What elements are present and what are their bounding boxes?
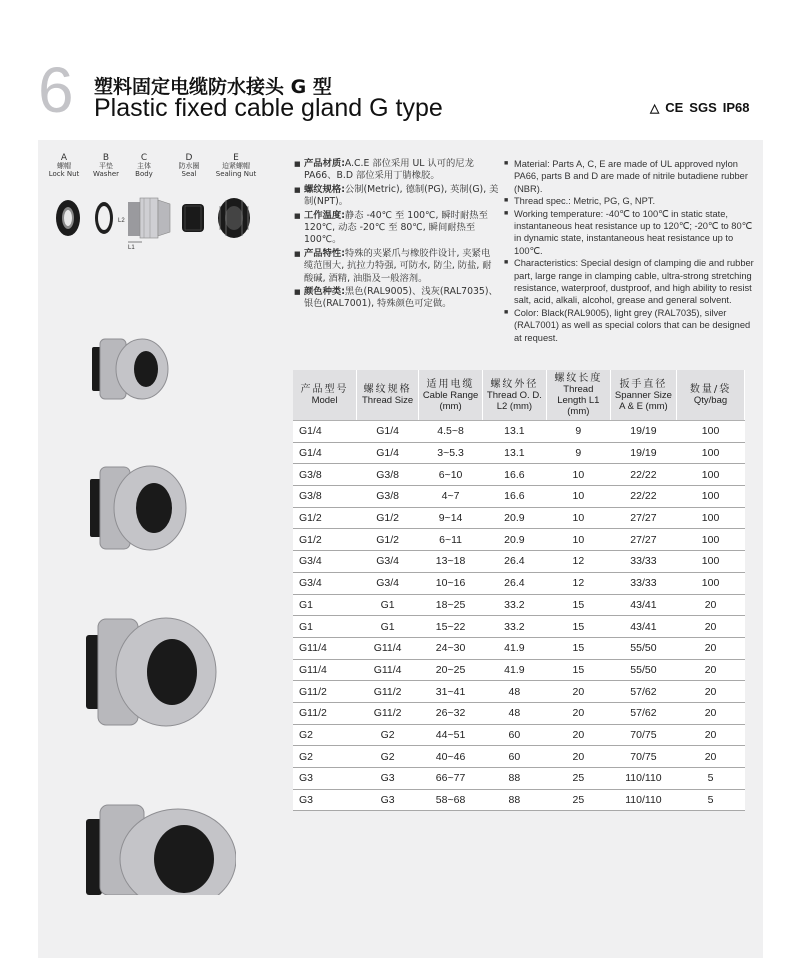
- table-cell: 43/41: [610, 594, 676, 616]
- spec-cn-material: ■ 产品材质:A.C.E 部位采用 UL 认可的尼龙 PA66、B.D 部位采用丁腈橡胶。: [294, 158, 499, 183]
- table-cell: 60: [482, 746, 546, 768]
- seal-icon: [182, 204, 204, 232]
- table-row: [293, 681, 745, 703]
- spec-cn-thread: ■ 螺纹规格:公制(Metric), 德制(PG), 英制(G), 美制(NPT)。: [294, 184, 499, 209]
- table-cell: G3/8: [357, 486, 419, 508]
- table-cell: G1: [357, 594, 419, 616]
- table-cell: 19/19: [610, 421, 676, 443]
- table-row: [293, 616, 745, 638]
- table-cell: 15: [546, 637, 610, 659]
- table-cell: G11/4: [357, 637, 419, 659]
- spec-en-material: ■ Material: Parts A, C, E are made of UL approved nylon PA66, parts B and D are made of nitrile butadiene rubber (NBR).: [504, 158, 754, 195]
- table-cell: G1/4: [357, 442, 419, 464]
- l2-label: L2: [118, 218, 125, 224]
- table-cell: 20: [677, 659, 745, 681]
- spec-en-temperature: ■ Working temperature: -40℃ to 100℃ in static state, instantaneous heat resistance up to 120℃; -20℃ to 80℃ in dynamic state, instantaneous heat resistance up to 100℃.: [504, 208, 754, 258]
- table-cell: 100: [677, 551, 745, 573]
- table-cell: G11/4: [293, 637, 357, 659]
- table-cell: G11/4: [293, 659, 357, 681]
- table-cell: 66~77: [419, 768, 483, 790]
- table-cell: 20: [677, 724, 745, 746]
- table-cell: 100: [677, 421, 745, 443]
- certification-marks: [650, 100, 750, 115]
- table-cell: 57/62: [610, 681, 676, 703]
- table-cell: 44~51: [419, 724, 483, 746]
- table-cell: 110/110: [610, 789, 676, 811]
- table-row: [293, 702, 745, 724]
- table-cell: 20: [677, 681, 745, 703]
- table-cell: 88: [482, 789, 546, 811]
- table-cell: G1: [293, 616, 357, 638]
- table-cell: 12: [546, 551, 610, 573]
- product-images: [86, 335, 236, 895]
- cert-ce: CE: [665, 100, 684, 115]
- table-cell: 100: [677, 529, 745, 551]
- table-cell: 48: [482, 702, 546, 724]
- table-cell: 15: [546, 594, 610, 616]
- table-cell: 13.1: [482, 421, 546, 443]
- col-qty-bag: 数量/袋 Qty/bag: [677, 370, 745, 421]
- table-header-row: [293, 370, 745, 421]
- table-row: [293, 486, 745, 508]
- table-row: [293, 768, 745, 790]
- table-cell: 100: [677, 486, 745, 508]
- table-cell: 100: [677, 572, 745, 594]
- table-cell: 25: [546, 768, 610, 790]
- table-cell: G2: [357, 724, 419, 746]
- table-cell: G3/8: [357, 464, 419, 486]
- table-cell: G2: [293, 746, 357, 768]
- gland-small-image: [92, 339, 168, 399]
- spec-en-thread: ■ Thread spec.: Metric, PG, G, NPT.: [504, 195, 754, 207]
- table-cell: G3/4: [357, 572, 419, 594]
- table-cell: 20.9: [482, 507, 546, 529]
- table-row: [293, 551, 745, 573]
- table-row: [293, 507, 745, 529]
- cert-sgs: SGS: [689, 100, 717, 115]
- table-cell: 41.9: [482, 637, 546, 659]
- table-cell: G1/4: [293, 421, 357, 443]
- sealing-nut-icon: [218, 198, 250, 238]
- table-cell: G11/2: [293, 702, 357, 724]
- table-cell: G11/2: [357, 702, 419, 724]
- table-cell: 4~7: [419, 486, 483, 508]
- table-cell: 70/75: [610, 746, 676, 768]
- table-cell: 22/22: [610, 464, 676, 486]
- table-row: [293, 464, 745, 486]
- table-cell: 20: [677, 702, 745, 724]
- table-row: [293, 746, 745, 768]
- table-cell: 60: [482, 724, 546, 746]
- spec-cn-color: ■ 颜色种类:黑色(RAL9005)、浅灰(RAL7035)、银色(RAL7001), 特殊颜色可定做。: [294, 286, 499, 311]
- table-cell: 22/22: [610, 486, 676, 508]
- table-cell: 20: [546, 724, 610, 746]
- table-cell: 55/50: [610, 637, 676, 659]
- table-cell: 15~22: [419, 616, 483, 638]
- table-cell: G2: [293, 724, 357, 746]
- table-cell: 26.4: [482, 572, 546, 594]
- spec-table: [293, 370, 745, 811]
- table-cell: 40~46: [419, 746, 483, 768]
- table-cell: 26.4: [482, 551, 546, 573]
- table-cell: G1/2: [357, 507, 419, 529]
- col-thread-od: 螺纹外径 Thread O. D. L2 (mm): [482, 370, 546, 421]
- table-cell: G1/4: [293, 442, 357, 464]
- table-cell: G1/4: [357, 421, 419, 443]
- table-cell: 57/62: [610, 702, 676, 724]
- table-row: [293, 724, 745, 746]
- table-cell: 31~41: [419, 681, 483, 703]
- table-cell: 88: [482, 768, 546, 790]
- specs-en: [504, 158, 754, 344]
- table-cell: G3: [293, 789, 357, 811]
- part-label-d: D 防水圈 Seal: [178, 153, 200, 178]
- part-label-b: B 平垫 Washer: [92, 153, 120, 178]
- table-cell: G3/4: [293, 551, 357, 573]
- table-cell: 41.9: [482, 659, 546, 681]
- table-cell: 15: [546, 616, 610, 638]
- table-cell: G11/4: [357, 659, 419, 681]
- table-cell: G11/2: [357, 681, 419, 703]
- table-cell: 20: [677, 746, 745, 768]
- col-spanner-size: 扳手直径 Spanner Size A & E (mm): [610, 370, 676, 421]
- table-cell: 6~11: [419, 529, 483, 551]
- col-cable-range: 适用电缆 Cable Range (mm): [419, 370, 483, 421]
- spec-en-color: ■ Color: Black(RAL9005), light grey (RAL7035), silver (RAL7001) as well as special colors that can be designed at request.: [504, 307, 754, 344]
- page-title-cn: 塑料固定电缆防水接头 G 型: [94, 76, 332, 98]
- table-cell: 10: [546, 464, 610, 486]
- table-cell: 100: [677, 464, 745, 486]
- table-cell: 25: [546, 789, 610, 811]
- table-cell: 16.6: [482, 486, 546, 508]
- lock-nut-icon: [56, 200, 80, 236]
- table-cell: 9~14: [419, 507, 483, 529]
- table-row: [293, 421, 745, 443]
- table-cell: 9: [546, 421, 610, 443]
- table-cell: G3/4: [293, 572, 357, 594]
- table-cell: 27/27: [610, 529, 676, 551]
- table-cell: 20.9: [482, 529, 546, 551]
- table-cell: 55/50: [610, 659, 676, 681]
- table-cell: G2: [357, 746, 419, 768]
- gland-large-image: [86, 618, 216, 726]
- table-cell: 48: [482, 681, 546, 703]
- table-cell: 20: [546, 746, 610, 768]
- table-cell: G1: [357, 616, 419, 638]
- table-cell: G1/2: [357, 529, 419, 551]
- table-cell: G1/2: [293, 529, 357, 551]
- table-cell: 20: [546, 702, 610, 724]
- table-cell: G3/4: [357, 551, 419, 573]
- table-cell: 12: [546, 572, 610, 594]
- page-title-en: Plastic fixed cable gland G type: [94, 94, 443, 122]
- table-cell: 100: [677, 442, 745, 464]
- table-cell: 27/27: [610, 507, 676, 529]
- table-cell: 33/33: [610, 551, 676, 573]
- table-cell: 10: [546, 507, 610, 529]
- table-cell: 20: [677, 594, 745, 616]
- table-cell: 33/33: [610, 572, 676, 594]
- table-cell: 20~25: [419, 659, 483, 681]
- table-cell: 20: [546, 681, 610, 703]
- table-cell: 10: [546, 529, 610, 551]
- table-cell: G1: [293, 594, 357, 616]
- table-cell: 13~18: [419, 551, 483, 573]
- table-cell: 19/19: [610, 442, 676, 464]
- table-row: [293, 594, 745, 616]
- table-cell: 20: [677, 637, 745, 659]
- table-row: [293, 637, 745, 659]
- part-label-c: C 主体 Body: [135, 153, 153, 178]
- table-cell: 10: [546, 486, 610, 508]
- table-cell: 26~32: [419, 702, 483, 724]
- gland-xlarge-image: [86, 805, 236, 895]
- table-row: [293, 442, 745, 464]
- table-cell: 13.1: [482, 442, 546, 464]
- table-row: [293, 572, 745, 594]
- part-label-a: A 螺帽 Lock Nut: [48, 153, 80, 178]
- col-thread-length: 螺纹长度 Thread Length L1 (mm): [546, 370, 610, 421]
- table-cell: 24~30: [419, 637, 483, 659]
- table-cell: 4.5~8: [419, 421, 483, 443]
- spec-cn-temperature: ■ 工作温度:静态 -40℃ 至 100℃, 瞬时耐热至 120℃, 动态 -20℃ 至 80℃, 瞬间耐热至 100℃。: [294, 210, 499, 247]
- table-cell: 6~10: [419, 464, 483, 486]
- part-label-e: E 迫紧螺帽 Sealing Nut: [215, 153, 257, 178]
- table-cell: 5: [677, 789, 745, 811]
- col-thread-size: 螺纹规格 Thread Size: [357, 370, 419, 421]
- exploded-parts-diagram: [44, 194, 274, 250]
- table-cell: 10~16: [419, 572, 483, 594]
- table-cell: 100: [677, 507, 745, 529]
- table-cell: G3: [293, 768, 357, 790]
- table-cell: 33.2: [482, 616, 546, 638]
- table-row: [293, 529, 745, 551]
- table-cell: G11/2: [293, 681, 357, 703]
- table-cell: G3/8: [293, 486, 357, 508]
- table-row: [293, 659, 745, 681]
- body-icon: [118, 198, 170, 250]
- table-cell: 58~68: [419, 789, 483, 811]
- table-cell: 3~5.3: [419, 442, 483, 464]
- table-cell: 43/41: [610, 616, 676, 638]
- tuv-triangle-icon: △: [650, 100, 660, 115]
- table-cell: 9: [546, 442, 610, 464]
- cert-ip68: IP68: [722, 100, 750, 115]
- table-cell: 5: [677, 768, 745, 790]
- l1-label: L1: [128, 245, 135, 250]
- section-number: 6: [38, 54, 74, 126]
- spec-en-characteristics: ■ Characteristics: Special design of clamping die and rubber part, large range in clamping cable, ultra-strong stretching resistance, waterproof, dustproof, and high ability to resist salt, acid, alkali, alcohol, grease and general solvent.: [504, 257, 754, 307]
- spec-cn-characteristics: ■ 产品特性:特殊的夹紧爪与橡胶件设计, 夹紧电缆范围大, 抗拉力特强, 可防水, 防尘, 防盐, 耐酸碱, 酒精, 油脂及一般溶剂。: [294, 248, 499, 285]
- specs-cn: [294, 158, 499, 312]
- table-cell: G3: [357, 768, 419, 790]
- table-cell: 16.6: [482, 464, 546, 486]
- table-cell: 110/110: [610, 768, 676, 790]
- table-row: [293, 789, 745, 811]
- table-cell: 33.2: [482, 594, 546, 616]
- table-cell: G1/2: [293, 507, 357, 529]
- washer-icon: [95, 202, 113, 234]
- table-cell: G3: [357, 789, 419, 811]
- table-cell: 15: [546, 659, 610, 681]
- table-cell: 18~25: [419, 594, 483, 616]
- table-cell: 70/75: [610, 724, 676, 746]
- table-cell: 20: [677, 616, 745, 638]
- gland-medium-image: [90, 466, 186, 550]
- table-cell: G3/8: [293, 464, 357, 486]
- col-model: 产品型号 Model: [293, 370, 357, 421]
